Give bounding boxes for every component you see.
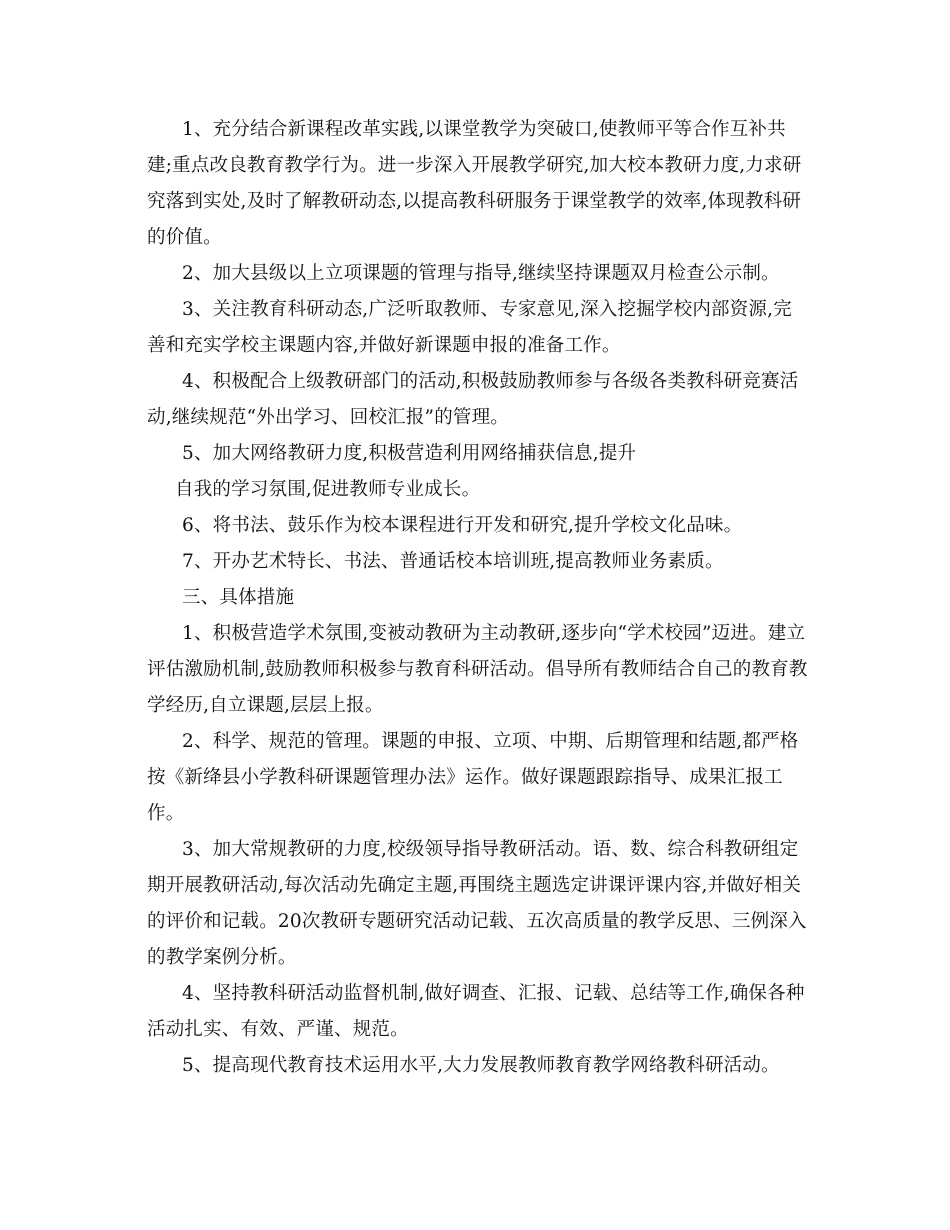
paragraph-line: 作。 — [147, 803, 185, 824]
paragraph-line: 7、开办艺术特长、书法、普通话校本培训班,提高教师业务素质。 — [182, 551, 724, 572]
paragraph-line: 自我的学习氛围,促进教师专业成长。 — [175, 479, 481, 500]
paragraph-line: 4、积极配合上级教研部门的活动,积极鼓励教师参与各级各类教科研竞赛活 — [182, 371, 799, 392]
paragraph-line: 学经历,自立课题,层层上报。 — [147, 695, 384, 716]
paragraph-line: 3、加大常规教研的力度,校级领导指导教研活动。语、数、综合科教研组定 — [182, 839, 799, 860]
paragraph-line: 评估激励机制,鼓励教师积极参与教育科研活动。倡导所有教师结合自己的教育教 — [147, 659, 808, 680]
paragraph-line: 4、坚持教科研活动监督机制,做好调查、汇报、记载、总结等工作,确保各种 — [182, 983, 805, 1004]
paragraph-line: 期开展教研活动,每次活动先确定主题,再围绕主题选定讲课评课内容,并做好相关 — [147, 875, 802, 896]
paragraph-line: 建;重点改良教育教学行为。进一步深入开展教学研究,加大校本教研力度,力求研 — [147, 155, 802, 176]
paragraph-line: 1、积极营造学术氛围,变被动教研为主动教研,逐步向“学术校园”迈进。建立 — [182, 623, 806, 644]
paragraph-line: 1、充分结合新课程改革实践,以课堂教学为突破口,使教师平等合作互补共 — [182, 119, 786, 140]
paragraph-line: 的教学案例分析。 — [147, 947, 297, 968]
paragraph-line: 动,继续规范“外出学习、回校汇报”的管理。 — [147, 407, 509, 428]
paragraph-line: 按《新绛县小学教科研课题管理办法》运作。做好课题跟踪指导、成果汇报工 — [147, 767, 783, 788]
paragraph-line: 2、科学、规范的管理。课题的申报、立项、中期、后期管理和结题,都严格 — [182, 731, 799, 752]
paragraph-line: 活动扎实、有效、严谨、规范。 — [147, 1019, 409, 1040]
paragraph-line: 3、关注教育科研动态,广泛听取教师、专家意见,深入挖掘学校内部资源,完 — [182, 299, 792, 320]
paragraph-line: 5、加大网络教研力度,积极营造利用网络捕获信息,提升 — [182, 443, 637, 464]
paragraph-line: 究落到实处,及时了解教研动态,以提高教科研服务于课堂教学的效率,体现教科研 — [147, 191, 802, 212]
section-heading: 三、具体措施 — [182, 587, 295, 608]
paragraph-line: 2、加大县级以上立项课题的管理与指导,继续坚持课题双月检查公示制。 — [182, 263, 780, 284]
paragraph-line: 5、提高现代教育技术运用水平,大力发展教师教育教学网络教科研活动。 — [182, 1055, 780, 1076]
paragraph-line: 善和充实学校主课题内容,并做好新课题申报的准备工作。 — [147, 335, 621, 356]
paragraph-line: 6、将书法、鼓乐作为校本课程进行开发和研究,提升学校文化品味。 — [182, 515, 743, 536]
paragraph-line: 的评价和记载。20次教研专题研究活动记载、五次高质量的教学反思、三例深入 — [147, 911, 807, 932]
paragraph-line: 的价值。 — [147, 227, 222, 248]
